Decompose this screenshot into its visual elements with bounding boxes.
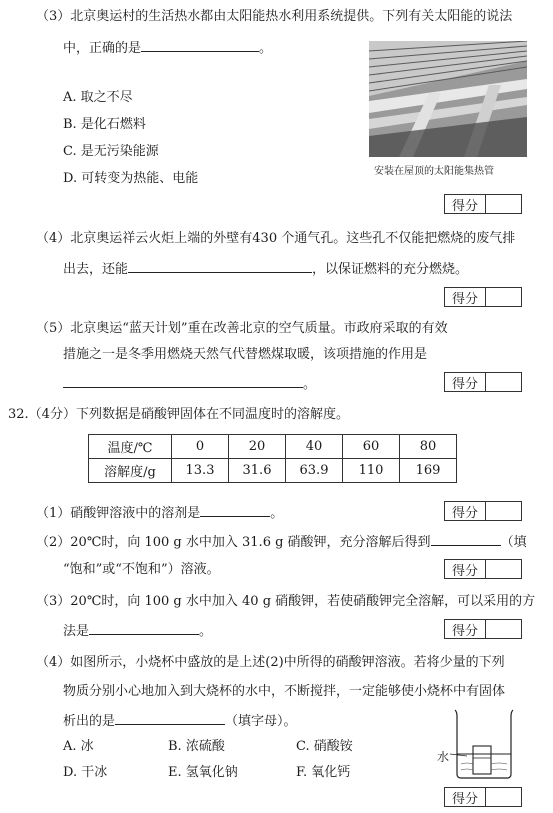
table-cell: 溶解度/g — [89, 459, 172, 483]
q32-4-line1: （4）如图所示，小烧杯中盛放的是上述(2)中所得的硝酸钾溶液。若将少量的下列 — [36, 655, 505, 670]
q32-intro: 32.（4分）下列数据是硝酸钾固体在不同温度时的溶解度。 — [8, 407, 349, 422]
score-label: 得分 — [445, 620, 486, 638]
q32-4-option-e: E. 氢氧化钠 — [168, 765, 238, 780]
table-cell: 0 — [172, 435, 229, 459]
score-input[interactable] — [486, 502, 521, 520]
answer-blank[interactable] — [63, 375, 303, 388]
answer-blank[interactable] — [141, 39, 259, 52]
table-row — [89, 459, 457, 483]
score-label: 得分 — [445, 560, 486, 578]
table-cell: 20 — [229, 435, 286, 459]
score-box — [444, 559, 522, 579]
answer-blank[interactable] — [115, 712, 225, 725]
score-box — [444, 194, 522, 214]
q32-4-line3: 析出的是 （填字母）。 — [63, 714, 297, 729]
q32-1: （1）硝酸钾溶液中的溶剂是 。 — [36, 506, 284, 521]
q5-line1: （5）北京奥运“蓝天计划”重在改善北京的空气质量。市政府采取的有效 — [36, 321, 448, 336]
answer-blank[interactable] — [431, 533, 501, 546]
score-input[interactable] — [486, 788, 521, 806]
table-cell: 63.9 — [286, 459, 343, 483]
table-cell: 温度/℃ — [89, 435, 172, 459]
q5-line3: 。 — [63, 375, 316, 394]
q32-4-option-f: F. 氧化钙 — [296, 765, 351, 780]
table-cell: 13.3 — [172, 459, 229, 483]
score-box — [444, 501, 522, 521]
solar-collector-photo — [369, 41, 527, 157]
score-input[interactable] — [486, 288, 521, 306]
solubility-table — [88, 434, 457, 483]
score-input[interactable] — [486, 195, 521, 213]
table-cell: 169 — [400, 459, 457, 483]
q4-line1: （4）北京奥运祥云火炬上端的外壁有430 个通气孔。这些孔不仅能把燃烧的废气排 — [36, 231, 516, 246]
solar-collector-illustration — [369, 41, 527, 157]
water-label: 水 — [437, 750, 450, 764]
q3-line2: 中，正确的是 。 — [63, 41, 273, 56]
q32-2-line2: “饱和”或“不饱和”）溶液。 — [63, 562, 220, 577]
table-cell: 60 — [343, 435, 400, 459]
q3-option-a: A. 取之不尽 — [63, 90, 133, 105]
q32-4-option-c: C. 硝酸铵 — [296, 739, 353, 754]
q32-4-line2: 物质分别小心地加入到大烧杯的水中，不断搅拌，一定能够使小烧杯中有固体 — [63, 684, 506, 699]
score-box — [444, 787, 522, 807]
score-label: 得分 — [445, 288, 486, 306]
q3-option-c: C. 是无污染能源 — [63, 144, 159, 159]
beaker-diagram — [447, 708, 523, 780]
q3-option-b: B. 是化石燃料 — [63, 117, 146, 132]
answer-blank[interactable] — [128, 260, 312, 273]
table-row — [89, 435, 457, 459]
q4-line2: 出去，还能 ，以保证燃料的充分燃烧。 — [63, 262, 469, 277]
score-input[interactable] — [486, 373, 521, 391]
score-box — [444, 287, 522, 307]
q32-4-option-d: D. 干冰 — [63, 765, 108, 780]
table-cell: 40 — [286, 435, 343, 459]
q32-4-option-a: A. 冰 — [63, 739, 94, 754]
answer-blank[interactable] — [89, 622, 199, 635]
q32-2-line1: （2）20℃时，向 100 g 水中加入 31.6 g 硝酸钾，充分溶解后得到 （填 — [36, 535, 527, 550]
score-label: 得分 — [445, 195, 486, 213]
q32-4-option-b: B. 浓硫酸 — [168, 739, 225, 754]
q32-3-line1: （3）20℃时，向 100 g 水中加入 40 g 硝酸钾，若使硝酸钾完全溶解，可以采用的方 — [36, 594, 536, 609]
score-input[interactable] — [486, 620, 521, 638]
q5-line2: 措施之一是冬季用燃烧天然气代替燃煤取暖，该项措施的作用是 — [63, 347, 428, 362]
score-input[interactable] — [486, 560, 521, 578]
score-box — [444, 619, 522, 639]
q3-line1: （3）北京奥运村的生活热水都由太阳能热水利用系统提供。下列有关太阳能的说法 — [36, 9, 513, 24]
score-label: 得分 — [445, 373, 486, 391]
photo-caption: 安装在屋顶的太阳能集热管 — [374, 166, 494, 177]
table-cell: 80 — [400, 435, 457, 459]
answer-blank[interactable] — [200, 504, 270, 517]
q32-3-line2: 法是 。 — [63, 624, 213, 639]
score-label: 得分 — [445, 788, 486, 806]
score-label: 得分 — [445, 502, 486, 520]
q3-option-d: D. 可转变为热能、电能 — [63, 171, 199, 186]
table-cell: 110 — [343, 459, 400, 483]
score-box — [444, 372, 522, 392]
table-cell: 31.6 — [229, 459, 286, 483]
